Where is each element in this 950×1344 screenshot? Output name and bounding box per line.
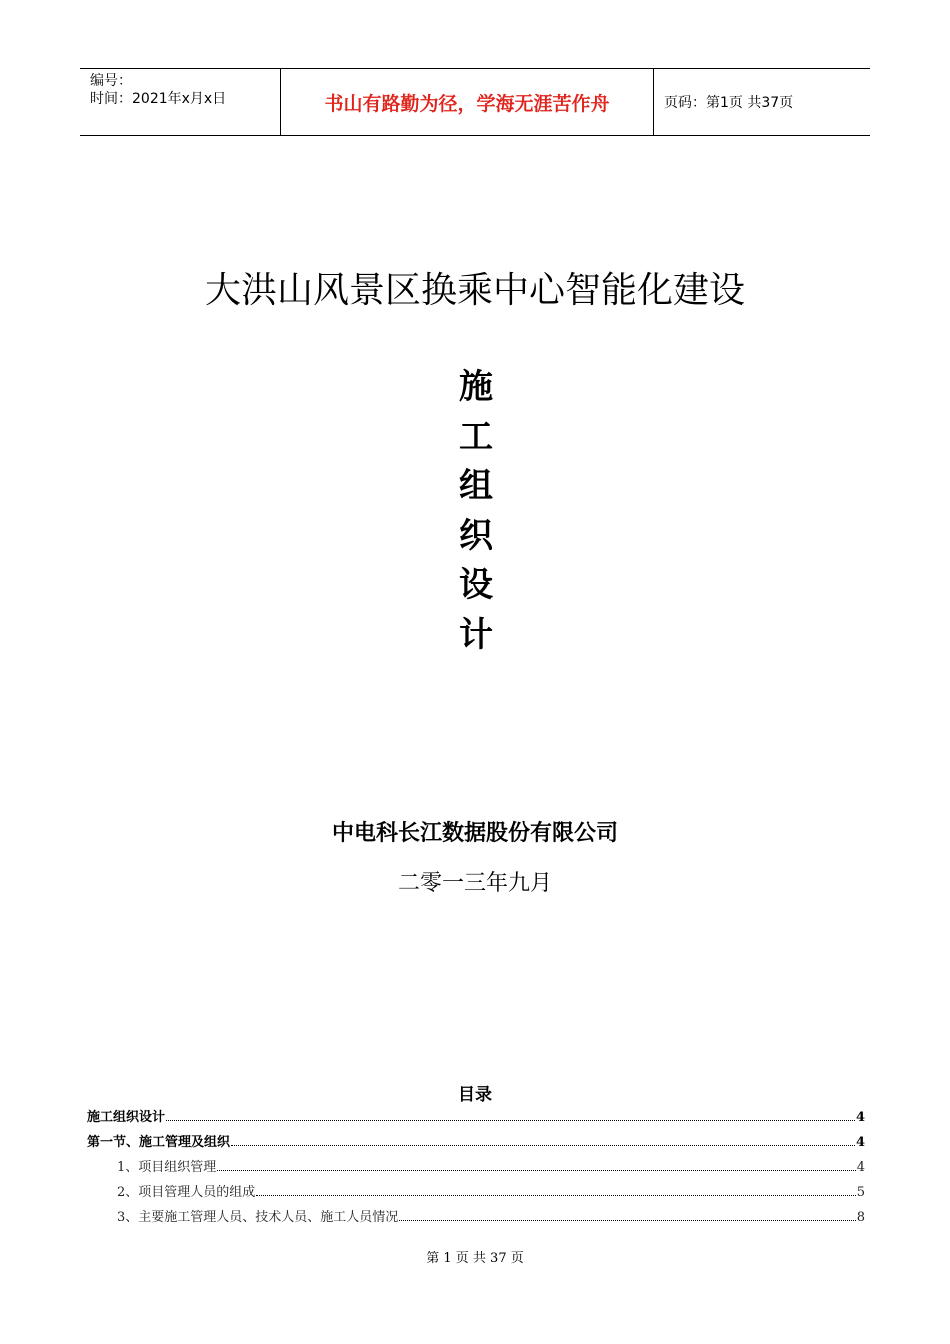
toc-entry-page: 5 xyxy=(856,1185,865,1200)
toc-entry-page: 8 xyxy=(856,1210,865,1225)
document-number-label: 编号： xyxy=(90,73,132,89)
toc-entry-label: 2、项目管理人员的组成 xyxy=(117,1185,256,1200)
subtitle-char: 施 xyxy=(459,367,493,407)
company-name: 中电科长江数据股份有限公司 xyxy=(331,821,618,846)
toc-entry[interactable] xyxy=(87,1205,865,1230)
vertical-subtitle xyxy=(452,363,500,660)
toc-dot-leader xyxy=(256,1194,855,1196)
toc-entry-page: 4 xyxy=(856,1160,865,1175)
table-of-contents xyxy=(87,1105,865,1230)
header-motto: 书山有路勤为径，学海无涯苦作舟 xyxy=(281,69,654,135)
main-title: 大洪山风景区换乘中心智能化建设 xyxy=(204,270,745,311)
toc-title: 目录 xyxy=(458,1085,492,1105)
header-table xyxy=(80,68,870,136)
document-date: 二零一三年九月 xyxy=(397,871,552,896)
toc-dot-leader xyxy=(166,1119,855,1121)
document-time-label: 时间：2021年x月x日 xyxy=(90,91,227,107)
toc-entry-label: 施工组织设计 xyxy=(87,1110,166,1125)
subtitle-char: 设 xyxy=(459,565,493,605)
toc-dot-leader xyxy=(231,1144,855,1146)
subtitle-char: 计 xyxy=(459,614,493,655)
toc-entry-label: 3、主要施工管理人员、技术人员、施工人员情况 xyxy=(117,1210,399,1225)
toc-dot-leader xyxy=(399,1219,855,1221)
header-page-info: 页码：第1页 共37页 xyxy=(664,95,794,111)
page-footer: 第 1 页 共 37 页 xyxy=(426,1251,524,1266)
toc-entry[interactable] xyxy=(87,1105,865,1130)
toc-entry-label: 1、项目组织管理 xyxy=(117,1160,217,1175)
header-meta-cell xyxy=(80,69,281,135)
toc-entry[interactable] xyxy=(87,1130,865,1155)
toc-entry-page: 4 xyxy=(855,1135,865,1150)
toc-entry[interactable] xyxy=(87,1155,865,1180)
toc-entry[interactable] xyxy=(87,1180,865,1205)
subtitle-char: 织 xyxy=(459,515,493,556)
subtitle-char: 组 xyxy=(459,466,493,506)
toc-entry-page: 4 xyxy=(855,1110,865,1125)
toc-entry-label: 第一节、施工管理及组织 xyxy=(87,1135,231,1150)
subtitle-char: 工 xyxy=(459,416,493,457)
toc-dot-leader xyxy=(217,1169,855,1171)
